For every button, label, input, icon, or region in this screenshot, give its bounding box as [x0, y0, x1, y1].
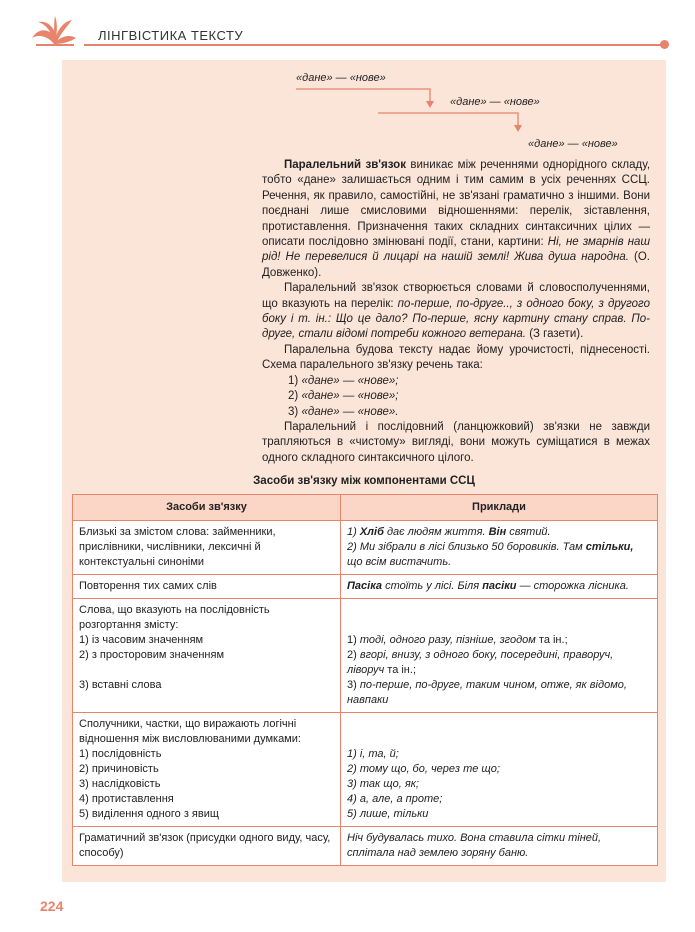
main-text: [262, 158, 650, 466]
flow-step-2: «дане» — «нове»: [450, 96, 540, 108]
table-row: [73, 827, 658, 866]
table-header-row: [73, 495, 658, 521]
paragraph-3: Паралельна будова тексту надає йому урочистості, піднесеності. Схема паралельного зв'язку речень така:: [262, 343, 650, 372]
table-cell: 1) і, та, й; 2) тому що, бо, через те що; 3) так що, як; 4) а, але, а проте; 5) лише, тільки: [341, 713, 658, 827]
paragraph-1: Паралельний зв'язок виникає між реченнями однорідного складу, тобто «дане» залишається одним і тим самим в усіх реченнях ССЦ. Речення, як правило, самостійні, не зв'язані граматично з іншими. Вони поєднані лише смисловими відношеннями: перелік, зіставлення, протиставлення. Призначення таких складних синтаксичних цілих — описати послідовно змінювані події, стани, картини: Ні, не змарнів наш рід! Не перевелися й лицарі на нашій землі! Жива душа народна. (О. Довженко).: [262, 159, 651, 279]
paragraph-4: Паралельний і послідовний (ланцюжковий) зв'язки не завжди трапляються в «чистому» вигляді, вони можуть суміщатися в межах одного складного синтаксичного цілого.: [262, 420, 650, 464]
table-row: [73, 599, 658, 713]
page-number: 224: [40, 898, 64, 914]
scheme-item: 3) «дане» — «нове».: [288, 405, 399, 418]
term-parallel-link: Паралельний зв'язок: [284, 159, 406, 171]
table-row: [73, 713, 658, 827]
scheme-item: 2) «дане» — «нове»;: [288, 390, 399, 403]
table-cell: Пасіка стоїть у лісі. Біля пасіки — сторожка лісника.: [341, 575, 658, 599]
scheme-item: 1) «дане» — «нове»;: [288, 374, 399, 387]
table-cell: Слова, що вказують на послідовність розгортання змісту: 1) із часовим значенням 2) з просторовим значенням 3) вставні слова: [73, 599, 341, 713]
table-cell: Ніч будувалась тихо. Вона ставила сітки тіней, сплітала над землею зоряну баню.: [341, 827, 658, 866]
table-title: Засоби зв'язку між компонентами ССЦ: [253, 475, 475, 487]
table-row: [73, 521, 658, 575]
table-cell: 1) тоді, одного разу, пізніше, згодом та ін.; 2) вгорі, внизу, з одного боку, посередині, праворуч, ліворуч та ін.; 3) по-перше, по-друге, таким чином, отже, як відомо, навпаки: [341, 599, 658, 713]
paragraph-2: Паралельний зв'язок створюється словами й словосполученнями, що вказують на перелік: по-перше, по-друге.., з одного боку, з другого боку і т. ін.: Що це дало? По-перше, ясну картину стану справ. По-друге, стали відомі потреби кожного ветерана. (З газети).: [262, 282, 650, 341]
flow-step-1: «дане» — «нове»: [296, 72, 386, 84]
table-cell: Повторення тих самих слів: [73, 575, 341, 599]
flow-step-3: «дане» — «нове»: [528, 138, 618, 150]
table-cell: 1) Хліб дає людям життя. Він святий. 2) Ми зібрали в лісі близько 50 боровиків. Там стільки, що всім вистачить.: [341, 521, 658, 575]
table-cell: Близькі за змістом слова: займенники, прислівники, числівники, лексичні й контекстуальні синоніми: [73, 521, 341, 575]
table-row: [73, 575, 658, 599]
table-cell: Граматичний зв'язок (присудки одного виду, часу, способу): [73, 827, 341, 866]
column-header-means: Засоби зв'язку: [73, 495, 341, 521]
section-title: ЛІНГВІСТИКА ТЕКСТУ: [98, 28, 244, 43]
column-header-examples: Приклади: [341, 495, 658, 521]
link-means-table: [72, 494, 658, 866]
table-cell: Сполучники, частки, що виражають логічні відношення між висловлюваними думками: 1) послідовність 2) причиновість 3) наслідковість 4) протиставлення 5) виділення одного з явищ: [73, 713, 341, 827]
